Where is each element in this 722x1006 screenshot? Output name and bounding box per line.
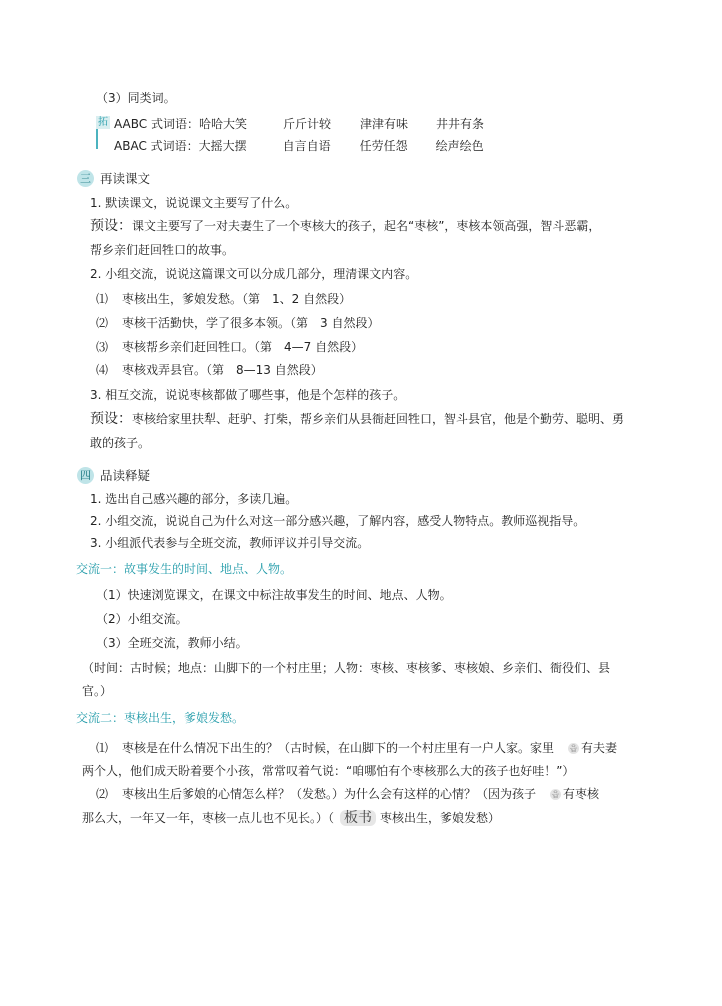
preset-line: 帮乡亲们赶回牲口的故事。 <box>90 243 235 257</box>
preset-text: 课文主要写了一对夫妻生了一个枣核大的孩子，起名“枣核”，枣核本领高强，智斗恶霸， <box>132 219 601 233</box>
preset-line: 敢的孩子。 <box>90 436 151 450</box>
list-item <box>96 315 379 331</box>
list-number: ⑴ <box>96 741 109 755</box>
abac-word: 绘声绘色 <box>435 139 484 153</box>
list-item <box>96 339 363 355</box>
list-item <box>96 291 351 307</box>
exchange-line: 官。） <box>82 684 113 698</box>
expand-bar <box>96 129 98 149</box>
expand-badge: 拓 <box>98 117 108 128</box>
glyph-mark-icon: 읍 <box>551 790 560 799</box>
preset-line <box>90 218 600 234</box>
aabc-row <box>114 116 484 132</box>
section-title: 再读课文 <box>100 171 151 186</box>
aabc-word: 津津有味 <box>359 117 408 131</box>
line-text: 枣核出生，爹娘发愁） <box>380 811 501 825</box>
aabc-word: 哈哈大笑 <box>198 117 247 131</box>
board-label: 板书 <box>340 810 376 826</box>
list-number: ⑴ <box>96 292 109 306</box>
preset-line <box>90 411 624 427</box>
exchange-line: （时间：古时候；地点：山脚下的一个村庄里；人物：枣核、枣核爹、枣核娘、乡亲们、衙役们、县 <box>82 661 611 675</box>
list-text: 枣核干活勤快，学了很多本领。（第 3 自然段） <box>122 316 380 330</box>
abac-word: 任劳任怨 <box>359 139 408 153</box>
exchange-line: （2）小组交流。 <box>96 612 188 626</box>
step-line: 3. 小组派代表参与全班交流，教师评议并引导交流。 <box>90 536 370 550</box>
list-number: ⑶ <box>96 340 109 354</box>
abac-label: ABAC 式词语： <box>114 139 199 153</box>
exchange-line: 两个人，他们成天盼着要个小孩，常常叹着气说：“咱哪怕有个枣核那么大的孩子也好哇！”） <box>82 764 575 778</box>
exchange-line <box>96 740 617 756</box>
exchange-line: （1）快速浏览课文，在课文中标注故事发生的时间、地点、人物。 <box>96 588 452 602</box>
subsection-heading: （3）同类词。 <box>96 91 176 105</box>
section-title: 品读释疑 <box>100 468 151 483</box>
list-text: 枣核戏弄县官。（第 8—13 自然段） <box>122 363 323 377</box>
list-number: ⑵ <box>96 316 109 330</box>
exchange-title: 交流二：枣核出生，爹娘发愁。 <box>76 711 245 725</box>
list-text: 枣核出生，爹娘发愁。（第 1、2 自然段） <box>122 292 352 306</box>
line-text: 那么大，一年又一年，枣核一点儿也不见长。）（ <box>82 811 335 825</box>
exchange-line <box>96 786 599 802</box>
preset-text: 枣核给家里扶犁、赶驴、打柴，帮乡亲们从县衙赶回牲口，智斗县官，他是个勤劳、聪明、勇 <box>132 412 625 426</box>
section-number: 三 <box>77 170 94 187</box>
question-line: 1. 默读课文，说说课文主要写了什么。 <box>90 196 298 210</box>
question-line: 3. 相互交流，说说枣核都做了哪些事，他是个怎样的孩子。 <box>90 388 406 402</box>
aabc-word: 井井有条 <box>435 117 484 131</box>
exchange-title: 交流一：故事发生的时间、地点、人物。 <box>76 562 293 576</box>
list-item <box>96 362 323 378</box>
abac-word: 自言自语 <box>282 139 331 153</box>
aabc-label: AABC 式词语： <box>114 117 199 131</box>
section-number: 四 <box>77 467 94 484</box>
preset-label: 预设： <box>90 411 132 427</box>
abac-word: 大摇大摆 <box>198 139 247 153</box>
step-line: 2. 小组交流，说说自己为什么对这一部分感兴趣，了解内容，感受人物特点。教师巡视指导。 <box>90 514 586 528</box>
list-text: 枣核帮乡亲们赶回牲口。（第 4—7 自然段） <box>122 340 364 354</box>
line-text: 有枣核 <box>563 787 600 801</box>
list-number: ⑵ <box>96 787 109 801</box>
exchange-line: （3）全班交流，教师小结。 <box>96 636 248 650</box>
line-text: 枣核出生后爹娘的心情怎么样？（发愁。）为什么会有这样的心情？（因为孩子 <box>122 787 537 801</box>
glyph-mark-icon: 읍 <box>569 744 578 753</box>
preset-label: 预设： <box>90 218 132 234</box>
line-text: 有夫妻 <box>581 741 618 755</box>
aabc-word: 斤斤计较 <box>282 117 331 131</box>
exchange-line <box>82 810 500 826</box>
list-number: ⑷ <box>96 363 109 377</box>
question-line: 2. 小组交流，说说这篇课文可以分成几部分，理清课文内容。 <box>90 267 418 281</box>
line-text: 枣核是在什么情况下出生的？（古时候，在山脚下的一个村庄里有一户人家。家里 <box>122 741 555 755</box>
abac-row <box>114 138 484 154</box>
step-line: 1. 选出自己感兴趣的部分，多读几遍。 <box>90 492 298 506</box>
